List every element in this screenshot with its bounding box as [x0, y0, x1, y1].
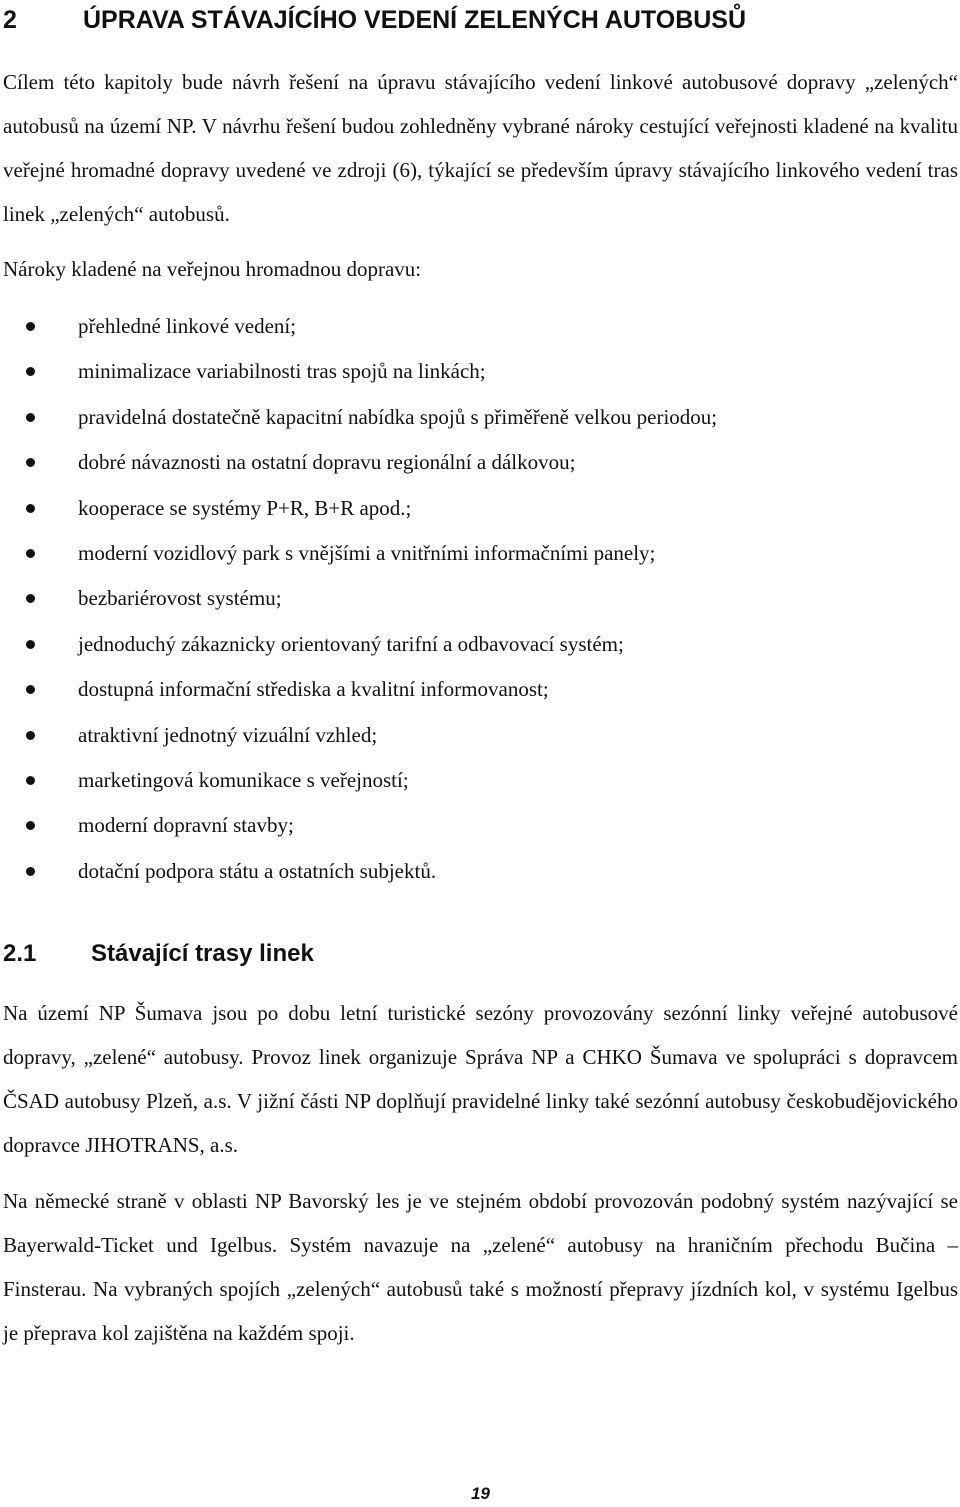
- section-title: Stávající trasy linek: [91, 940, 314, 967]
- list-item-text: kooperace se systémy P+R, B+R apod.;: [78, 495, 412, 520]
- intro-paragraph: Cílem této kapitoly bude návrh řešení na úpravu stávajícího vedení linkové autobusové dopravy „zelených“ autobusů na území NP. V návrhu řešení budou zohledněny vybrané nároky cestující veřejnosti kladené na kvalitu veřejné hromadné dopravy uvedené ve zdroji (6), týkající se především úpravy stávajícího linkového vedení tras linek „zelených“ autobusů.: [3, 70, 958, 226]
- list-item-text: atraktivní jednotný vizuální vzhled;: [78, 722, 378, 747]
- page-number: 19: [471, 1484, 490, 1503]
- bullet-icon: [26, 685, 35, 694]
- bullet-icon: [26, 867, 35, 876]
- section-paragraph-1: Na území NP Šumava jsou po dobu letní turistické sezóny provozovány sezónní linky veřejné autobusové dopravy, „zelené“ autobusy. Provoz linek organizuje Správa NP a CHKO Šumava ve spolupráci s dopravcem ČSAD autobusy Plzeň, a.s. V jižní části NP doplňují pravidelné linky také sezónní autobusy českobudějovického dopravce JIHOTRANS, a.s.: [3, 1001, 958, 1157]
- bullet-icon: [26, 504, 35, 513]
- list-item: [3, 531, 717, 576]
- requirements-intro: Nároky kladené na veřejnou hromadnou dopravu:: [3, 257, 422, 281]
- bullet-icon: [26, 413, 35, 422]
- list-item: [3, 395, 717, 440]
- section-number: 2.1: [3, 940, 37, 967]
- list-item-text: moderní dopravní stavby;: [78, 813, 294, 838]
- list-item: [3, 440, 717, 485]
- bullet-icon: [26, 594, 35, 603]
- bullet-icon: [26, 458, 35, 467]
- list-item-text: dotační podpora státu a ostatních subjektů.: [78, 858, 437, 883]
- chapter-number: 2: [3, 6, 17, 34]
- list-item: [3, 349, 717, 394]
- list-item: [3, 304, 717, 349]
- bullet-icon: [26, 640, 35, 649]
- bullet-icon: [26, 821, 35, 830]
- list-item: [3, 622, 717, 667]
- list-item-text: bezbariérovost systému;: [78, 586, 282, 611]
- list-item: [3, 486, 717, 531]
- list-item: [3, 713, 717, 758]
- section-heading: [3, 936, 314, 972]
- list-item: [3, 667, 717, 712]
- list-item-text: moderní vozidlový park s vnějšími a vnitřními informačními panely;: [78, 540, 656, 565]
- requirements-list: [3, 304, 717, 894]
- section-paragraph-2: Na německé straně v oblasti NP Bavorský les je ve stejném období provozován podobný systém nazývající se Bayerwald-Ticket und Igelbus. Systém navazuje na „zelené“ autobusy na hraničním přechodu Bučina – Finsterau. Na vybraných spojích „zelených“ autobusů také s možností přepravy jízdních kol, v systému Igelbus je přeprava kol zajištěna na každém spoji.: [3, 1189, 958, 1345]
- list-item-text: dostupná informační střediska a kvalitní informovanost;: [78, 677, 549, 702]
- chapter-heading: [3, 2, 746, 38]
- bullet-icon: [26, 549, 35, 558]
- list-item: [3, 849, 717, 894]
- list-item-text: dobré návaznosti na ostatní dopravu regionální a dálkovou;: [78, 450, 576, 475]
- chapter-title: ÚPRAVA STÁVAJÍCÍHO VEDENÍ ZELENÝCH AUTOBUSŮ: [83, 6, 747, 34]
- document-page: [3, 0, 958, 1507]
- bullet-icon: [26, 367, 35, 376]
- list-item-text: pravidelná dostatečně kapacitní nabídka spojů s přiměřeně velkou periodou;: [78, 404, 718, 429]
- list-item-text: přehledné linkové vedení;: [78, 314, 297, 338]
- list-item: [3, 803, 717, 848]
- list-item: [3, 576, 717, 621]
- list-item-text: minimalizace variabilnosti tras spojů na linkách;: [78, 359, 486, 384]
- bullet-icon: [26, 322, 35, 331]
- bullet-icon: [26, 776, 35, 785]
- bullet-icon: [26, 731, 35, 740]
- list-item: [3, 758, 717, 803]
- list-item-text: jednoduchý zákaznicky orientovaný tarifní a odbavovací systém;: [78, 631, 624, 656]
- list-item-text: marketingová komunikace s veřejností;: [78, 767, 409, 792]
